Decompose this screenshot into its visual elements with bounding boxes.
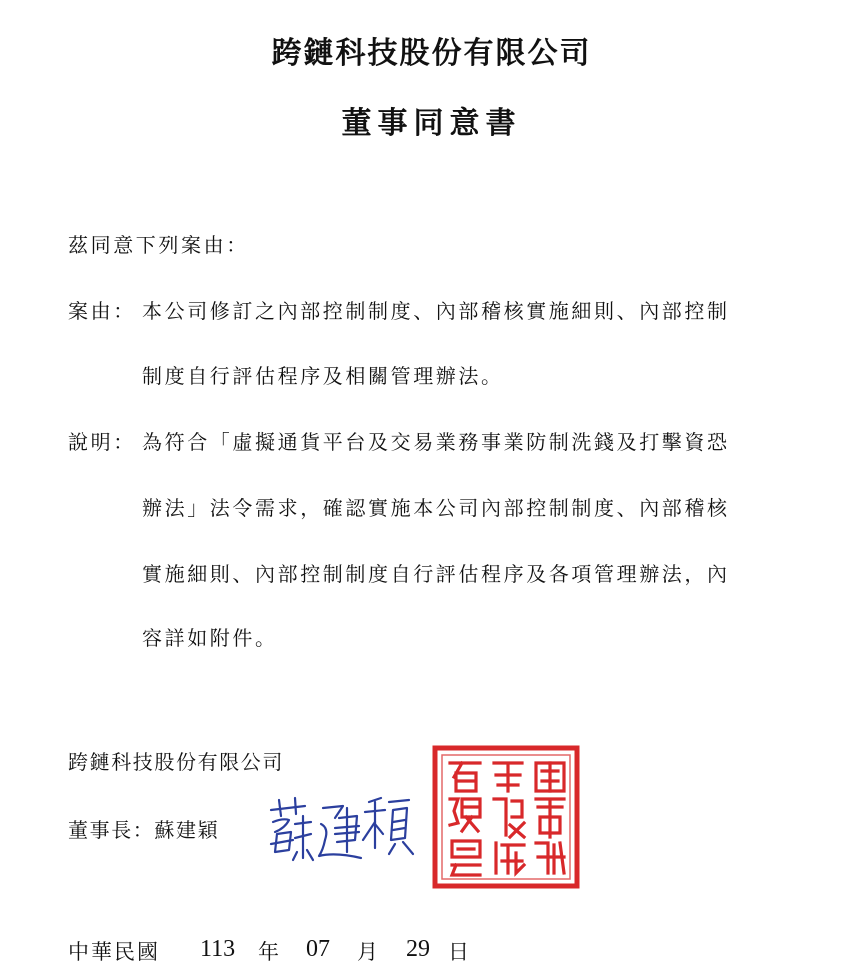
case-label: 案由： [68, 299, 136, 323]
explain-line: 容詳如附件。 [142, 626, 278, 650]
chairman-signature [265, 788, 415, 868]
intro-text: 茲同意下列案由： [68, 233, 249, 257]
date-era: 中華民國 [68, 940, 160, 964]
date-month-unit: 月 [357, 940, 378, 964]
case-line: 制度自行評估程序及相關管理辦法。 [142, 364, 504, 388]
footer-company: 跨鏈科技股份有限公司 [68, 750, 284, 774]
explain-line: 辦法」法令需求，確認實施本公司內部控制制度、內部稽核 [142, 496, 730, 520]
explain-label: 說明： [68, 430, 136, 454]
date-day: 29 [406, 936, 430, 962]
explain-line: 實施細則、內部控制制度自行評估程序及各項管理辦法，內 [142, 562, 730, 586]
document-title: 董事同意書 [341, 106, 522, 141]
case-line: 本公司修訂之內部控制制度、內部稽核實施細則、內部控制 [142, 299, 730, 323]
date-month: 07 [306, 936, 330, 962]
chairman-line: 董事長：蘇建穎 [68, 818, 220, 842]
company-title: 跨鏈科技股份有限公司 [271, 36, 592, 71]
date-day-unit: 日 [448, 940, 469, 964]
company-seal [432, 745, 580, 889]
explain-line: 為符合「虛擬通貨平台及交易業務事業防制洗錢及打擊資恐 [142, 430, 730, 454]
date-year-unit: 年 [258, 940, 279, 964]
date-year: 113 [200, 936, 236, 962]
